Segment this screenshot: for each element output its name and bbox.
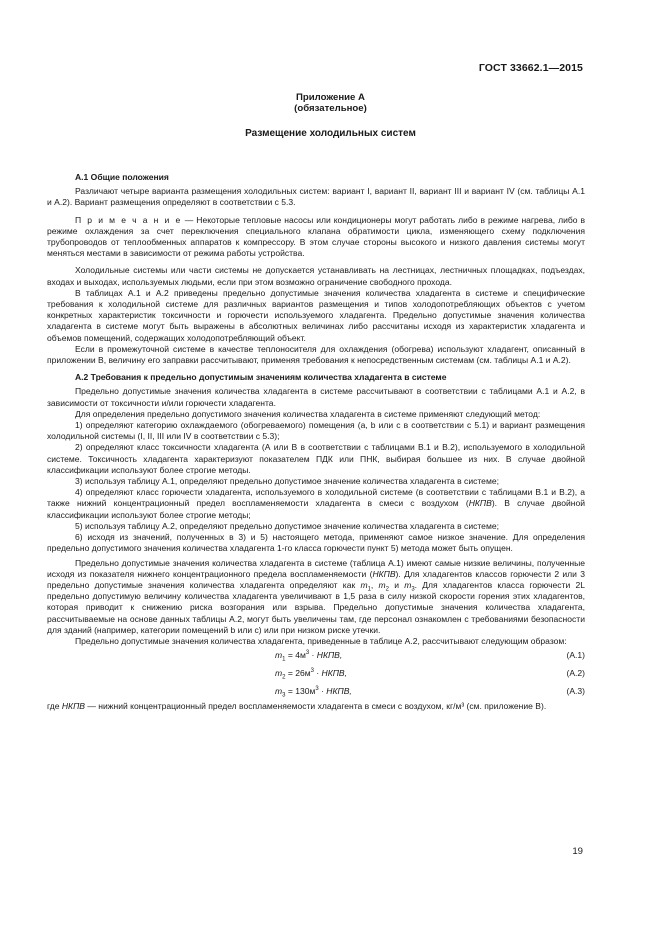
note-label: П р и м е ч а н и е: [75, 214, 182, 225]
annex-status: (обязательное): [294, 103, 367, 114]
paragraph: Предельно допустимые значения количества хладагента, приведенные в таблице А.2, рассчитывают следующим образом:: [75, 635, 567, 646]
paragraph: Если в промежуточной системе в качестве теплоносителя для охлаждения (обогрева) используют хладагент, описанный в приложении В, величину его заправки рассчитывают, применяя требования к непосредственным системам (см. таблицы А.1 и А.2).: [47, 343, 585, 366]
formula-coef: = 26м: [285, 668, 311, 679]
where-lead: где: [47, 701, 62, 712]
formula-var: m: [275, 650, 283, 661]
formula-sub: 1: [282, 656, 286, 663]
where-text: [47, 701, 585, 712]
formula-expression: [275, 686, 352, 697]
var-m1: m: [360, 579, 368, 590]
method-step: 1) определяют категорию охлаждаемого (обогреваемого) помещения (а, b или с в соответствии с 5.1) и вариант размещения холодильной системы (I, II, III или IV в соответствии с 5.3);: [47, 420, 585, 442]
where-term: НКПВ: [61, 701, 85, 712]
standard-header: ГОСТ 33662.1—2015: [478, 62, 583, 74]
formula-var: m: [275, 686, 283, 697]
step-text: 4) определяют класс горючести хладагента, используемого в холодильной системе (в соответствии с таблицами В.1 и В.2), а также нижний концентрационный предел воспламеняемости хладагента в смеси с воздухом (: [47, 487, 585, 509]
paragraph: Предельно допустимые значения количества хладагента в системе рассчитывают в соответствии с таблицами А.1 и А.2, в зависимости от токсичности и/или горючести хладагента.: [47, 386, 585, 408]
para-text: ). Для хладагентов классов горючести 2 или 3 предельно допустимые значения количества хладагента определяют как: [47, 568, 585, 590]
formula-exp: 3: [315, 686, 319, 693]
method-step: 2) определяют класс токсичности хладагента (А или В в соответствии с таблицами В.1 и В.2), используемого в холодильной системе. Токсичность хладагента характеризуют показателем ПДК или ПНК, выбирая большее из них. В случае двойной классификации используют более строгие методы.: [47, 442, 585, 475]
para-text: . Для хладагентов класса горючести 2L предельно допустимую величину количества хладагента увеличивают в 1,5 раза в силу низкой скорости горения этих хладагентов, которая приводит к снижению риска возгорания или взрыва. Предельно допустимые значения количества хладагента, рассчитываемые на основе данных таблицы А.2, могут быть увеличены там, где персонал ознакомлен с требованиями безопасности для зданий (например, категории помещений b или с) или при низком риске утечки.: [47, 579, 585, 635]
section-a1-title: А.1 Общие положения: [75, 172, 169, 182]
var-m1-sub: 1: [367, 586, 371, 593]
step-term: НКПВ: [468, 498, 492, 509]
paragraph: Различают четыре варианта размещения холодильных систем: вариант I, вариант II, вариант III и вариант IV (см. таблицы А.1 и А.2). Вариант размещения определяют в соответствии с 5.3.: [47, 186, 585, 208]
note-paragraph: [47, 215, 585, 260]
para-term: НКПВ: [372, 568, 396, 579]
paragraph: Предельно допустимые значения количества хладагента в системе (таблица А.1) имеют самые низкие величины, полученные исходя из показателя нижнего концентрационного предела воспламеняемости (НКПВ). Для хладагентов классов горючести 2 или 3 предельно допустимые значения количества хладагента определяют как $m_1$, $m_2$ и $m_3$. Для хладагентов класса горючести 2L предельно допустимую величину количества хладагента увеличивают в 1,5 раза в силу низкой скорости горения этих хладагентов, которая приводит к снижению риска возгорания или взрыва. Предельно допустимые значения количества хладагента, рассчитываемые на основе данных таблицы А.2, могут быть увеличены там, где персонал ознакомлен с требованиями безопасности для зданий (например, категории помещений b или с) или при низком риске утечки.: [47, 557, 585, 635]
method-step: [47, 487, 585, 521]
formula-number: (А.1): [566, 650, 585, 661]
formula-expression: [275, 650, 342, 661]
formula-sub: 2: [282, 674, 286, 681]
formula-coef: = 130м: [285, 686, 316, 697]
annex-title: Приложение А: [296, 92, 365, 103]
method-step: 5) используя таблицу А.2, определяют предельно допустимое значение количества хладагента в системе;: [75, 520, 499, 531]
note-text: — Некоторые тепловые насосы или кондиционеры могут работать либо в режиме нагрева, либо в режиме охлаждения за счет переключения специального клапана обратимости цикла, изменяющего схему подключения трубопроводов от теплообменных аппаратов к компрессору. В этом случае стороны высокого и низкого давления системы могут меняться местами в зависимости от режима работы устройства.: [47, 214, 586, 259]
formula-tail: · НКПВ,: [318, 686, 352, 697]
step-text: ). В случае двойной классификации используют более строгие методы;: [47, 498, 585, 520]
method-step: 6) исходя из значений, полученных в 3) и 5) настоящего метода, применяют самое низкое значение. Для определения предельно допустимого значения количества хладагента 1-го класса горючести пункт 5) метода может быть опущен.: [47, 532, 585, 554]
paragraph: В таблицах А.1 и А.2 приведены предельно допустимые значения количества хладагента в системе и специфические требования к холодильной системе для различных вариантов размещения и типов холодопотребляющих объектов с учетом конкретных характеристик токсичности и горючести используемого хладагента. Предельно допустимые значения количества хладагента в системе могут быть выражены в абсолютных величинах либо рассчитаны исходя из характеристик хладагента и объемов помещений, содержащих холодопотребляющий объект.: [47, 287, 585, 343]
formula-a1: [47, 647, 585, 665]
para-text: Предельно допустимые значения количества хладагента в системе (таблица А.1) имеют самые низкие величины, полученные исходя из показателя нижнего концентрационного предела воспламеняемости (: [47, 557, 585, 579]
var-m3-sub: 3: [411, 586, 415, 593]
formula-coef: = 4м: [285, 650, 306, 661]
formula-exp: 3: [305, 650, 310, 657]
where-clause: [47, 701, 585, 712]
annex-title-block: [0, 92, 661, 114]
section-a2-title: А.2 Требования к предельно допустимым значениям количества хладагента в системе: [75, 372, 447, 383]
formula-a3: [47, 683, 585, 701]
page-number: 19: [572, 846, 583, 857]
method-step: 3) используя таблицу А.1, определяют предельно допустимое значение количества хладагента в системе;: [75, 476, 499, 487]
formula-tail: · НКПВ,: [313, 668, 348, 679]
formula-tail: · НКПВ,: [309, 650, 343, 661]
formula-expression: [275, 668, 347, 679]
formula-number: (А.2): [566, 668, 585, 679]
formula-number: (А.3): [566, 686, 585, 697]
where-definition: — нижний концентрационный предел воспламеняемости хладагента в смеси с воздухом, кг/м³ (см. приложение В).: [84, 701, 547, 712]
formula-sub: 3: [282, 692, 286, 699]
var-m2: m: [378, 579, 386, 590]
var-m3: m: [404, 579, 412, 590]
var-m2-sub: 2: [385, 586, 389, 593]
formula-var: m: [275, 668, 283, 679]
paragraph: Для определения предельно допустимого значения количества хладагента в системе применяют следующий метод:: [75, 408, 541, 419]
annex-heading: Размещение холодильных систем: [245, 128, 416, 139]
document-body: [47, 172, 585, 712]
formula-a2: [47, 665, 585, 683]
paragraph: Холодильные системы или части системы не допускается устанавливать на лестницах, лестничных площадках, подъездах, входах и выходах, используемых людьми, если при этом возможно ограничение свободного прохода.: [47, 265, 585, 287]
formula-exp: 3: [310, 668, 314, 675]
